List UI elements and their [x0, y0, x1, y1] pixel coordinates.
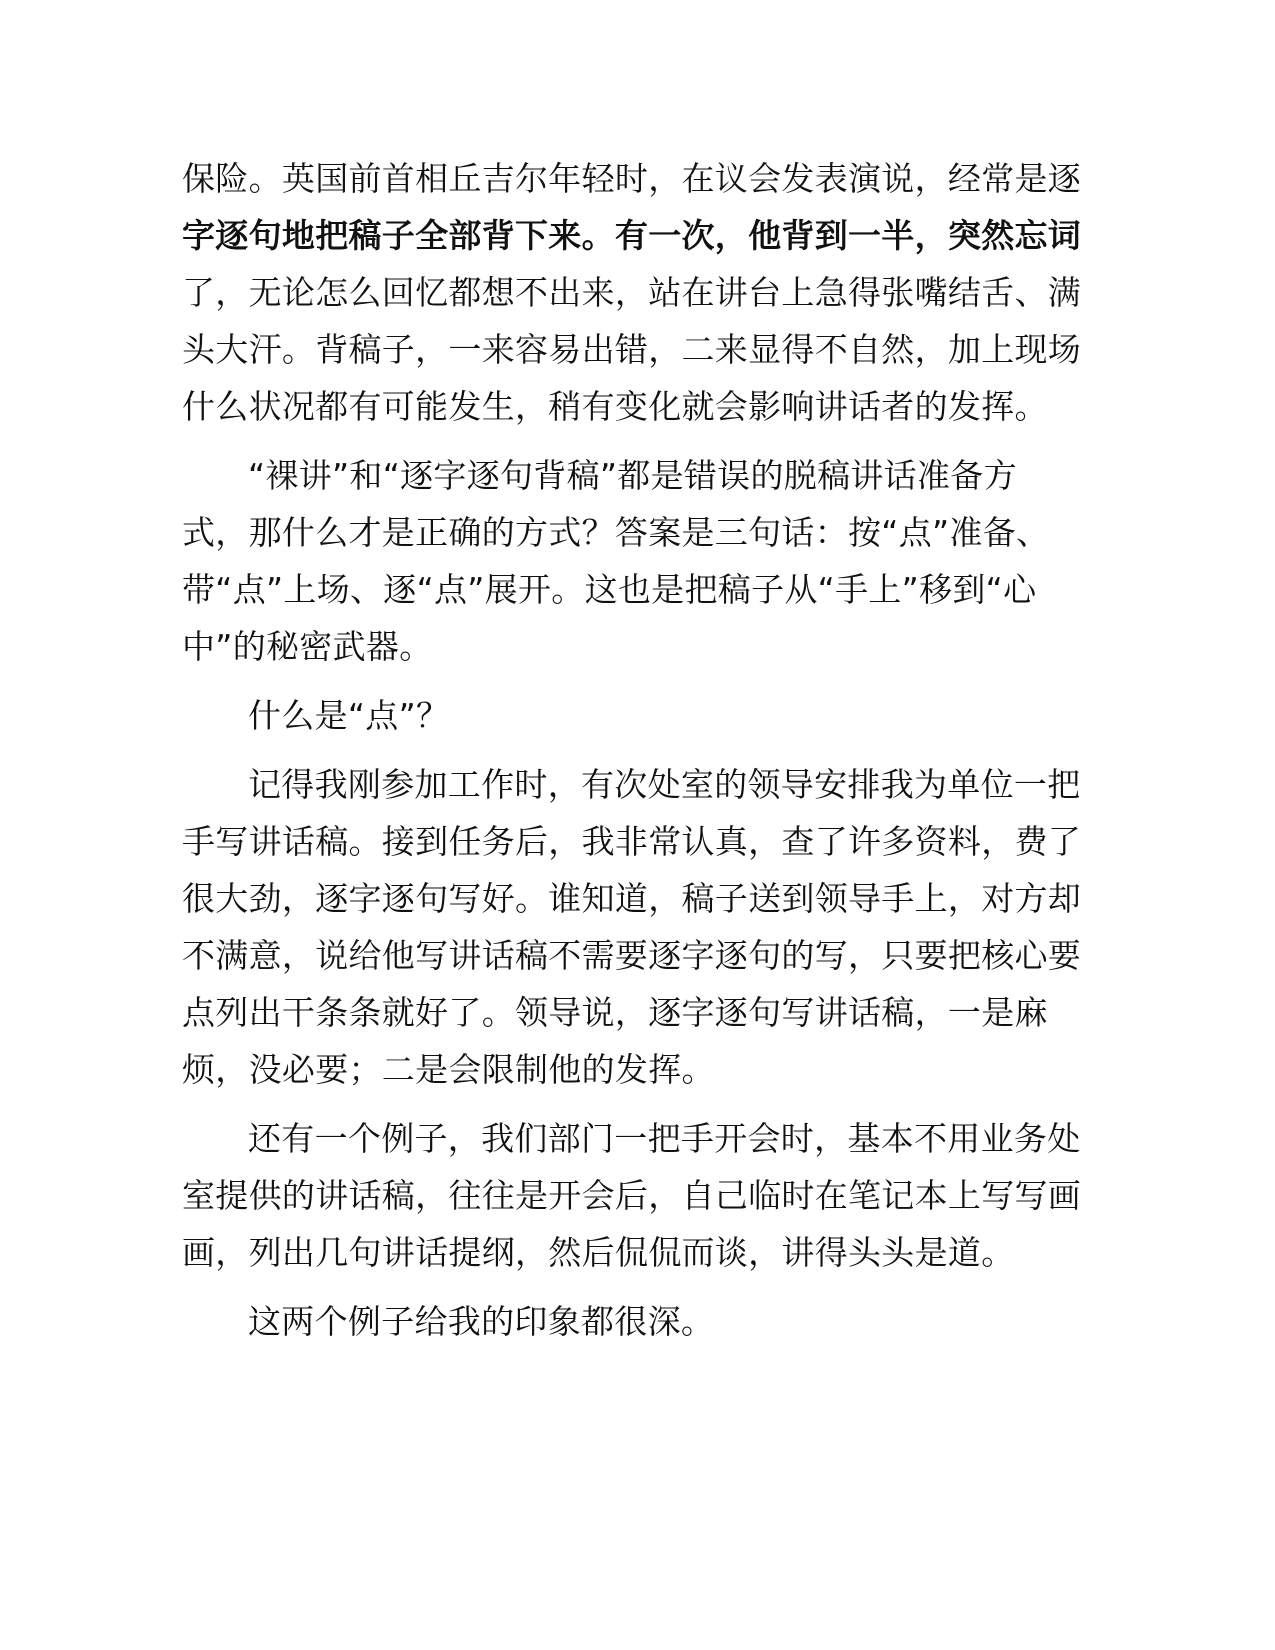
text-line: 记得我刚参加工作时，有次处室的领导安排我为单位一把 [248, 765, 1081, 804]
paragraph [182, 756, 1088, 1098]
text-line: “裸讲”和“逐字逐句背稿”都是错误的脱稿讲话准备方 [248, 456, 1017, 495]
paragraph [182, 150, 1088, 435]
paragraph [182, 1110, 1088, 1281]
text-line: 手写讲话稿。接到任务后，我非常认真，查了许多资料，费了 [182, 822, 1082, 861]
text-line: 保险。英国前首相丘吉尔年轻时，在议会发表演说，经常是逐 [182, 159, 1082, 198]
document-body [182, 150, 1088, 1350]
paragraph [182, 687, 1088, 744]
text-line: 中”的秘密武器。 [182, 627, 433, 666]
text-line: 了，无论怎么回忆都想不出来，站在讲台上急得张嘴结舌、满 [182, 273, 1082, 312]
text-line: 这两个例子给我的印象都很深。 [248, 1302, 715, 1341]
text-line: 式，那什么才是正确的方式？答案是三句话：按“点”准备、 [182, 513, 1050, 552]
paragraph [182, 447, 1088, 675]
text-line: 还有一个例子，我们部门一把手开会时，基本不用业务处 [248, 1119, 1081, 1158]
text-line: 点列出干条条就好了。领导说，逐字逐句写讲话稿，一是麻 [182, 993, 1048, 1032]
text-line: 什么是“点”？ [248, 696, 450, 735]
text-line: 烦，没必要；二是会限制他的发挥。 [182, 1050, 715, 1089]
text-line: 字逐句地把稿子全部背下来。有一次，他背到一半，突然忘词 [182, 216, 1082, 255]
text-line: 头大汗。背稿子，一来容易出错，二来显得不自然，加上现场 [182, 330, 1082, 369]
paragraph [182, 1293, 1088, 1350]
text-line: 什么状况都有可能发生，稍有变化就会影响讲话者的发挥。 [182, 387, 1048, 426]
text-line: 画，列出几句讲话提纲，然后侃侃而谈，讲得头头是道。 [182, 1233, 1015, 1272]
text-line: 带“点”上场、逐“点”展开。这也是把稿子从“手上”移到“心 [182, 570, 1037, 609]
text-line: 很大劲，逐字逐句写好。谁知道，稿子送到领导手上，对方却 [182, 879, 1082, 918]
text-line: 不满意，说给他写讲话稿不需要逐字逐句的写，只要把核心要 [182, 936, 1082, 975]
text-line: 室提供的讲话稿，往往是开会后，自己临时在笔记本上写写画 [182, 1176, 1082, 1215]
